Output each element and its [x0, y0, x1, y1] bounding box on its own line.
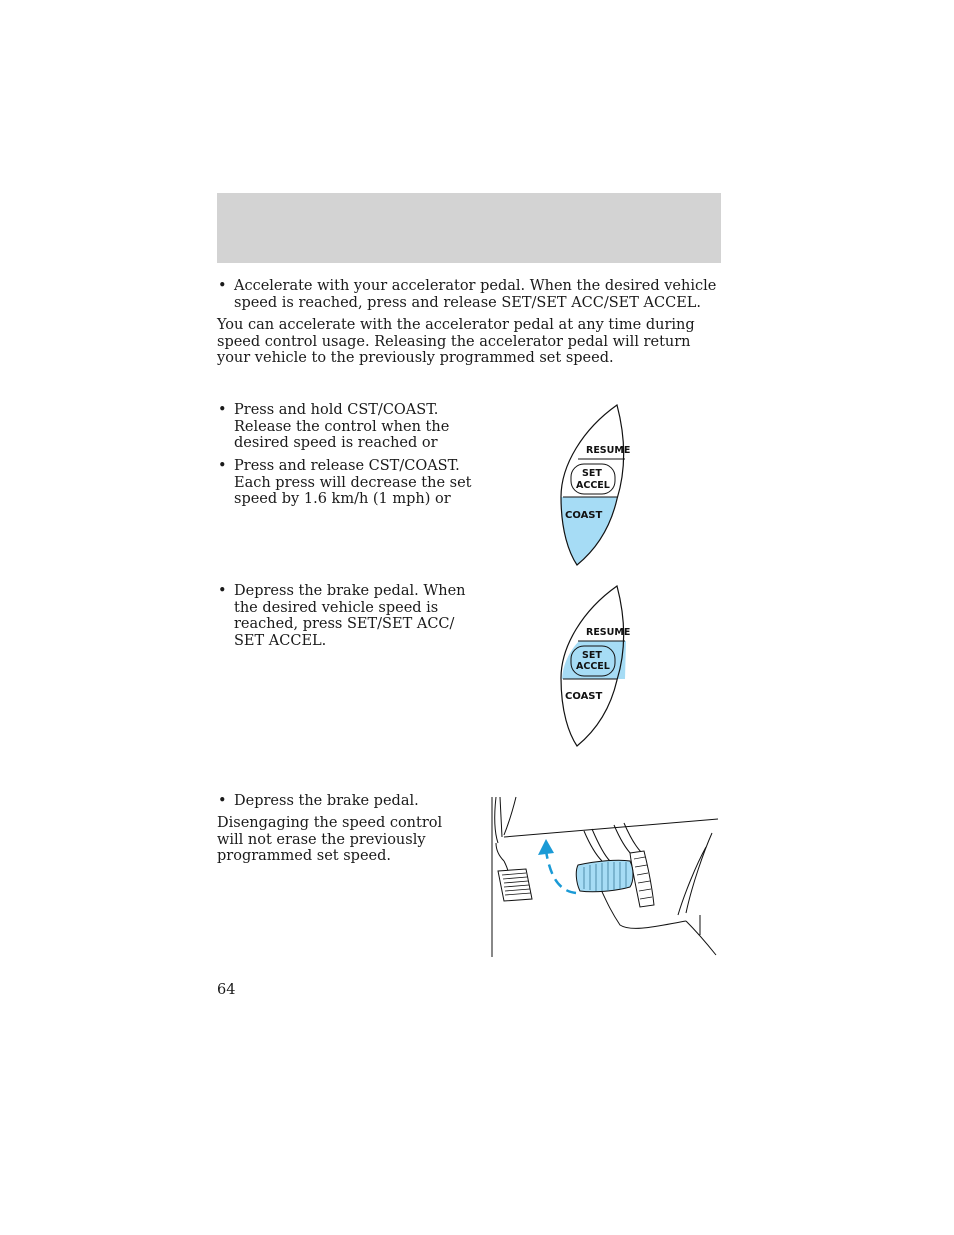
resume-label: RESUME [586, 445, 631, 456]
speed-control-coast-figure [555, 403, 635, 569]
coast-label: COAST [565, 691, 603, 702]
page-number: 64 [217, 982, 236, 998]
bullet-text: Accelerate with your accelerator pedal. When the desired vehicle speed is reached, press and release SET/SET ACC/SET ACCEL. [234, 278, 717, 311]
speed-control-set-figure [555, 584, 635, 750]
header-band [217, 193, 721, 263]
list-item [217, 278, 724, 311]
list-item [217, 583, 474, 649]
list-item [217, 458, 474, 508]
brake-pedal [576, 860, 633, 892]
coast-label: COAST [565, 510, 603, 521]
accel-label: ACCEL [576, 480, 610, 491]
coast-highlight [561, 497, 617, 565]
clutch-pedal [630, 851, 654, 907]
paragraph: Disengaging the speed control will not erase the previously programmed set speed. [217, 815, 443, 864]
bullet-text: Depress the brake pedal. When the desired vehicle speed is reached, press SET/SET ACC/ SET ACCEL. [234, 583, 466, 649]
resume-label: RESUME [586, 627, 631, 638]
bullet-text: Depress the brake pedal. [234, 793, 419, 809]
accelerator-pedal [498, 869, 532, 901]
bullet-text: Press and release CST/COAST. Each press will decrease the set speed by 1.6 km/h (1 mph) or [234, 458, 472, 507]
set-label: SET [582, 650, 602, 661]
accel-label: ACCEL [576, 661, 610, 672]
paragraph: You can accelerate with the accelerator pedal at any time during speed control usage. Releasing the accelerator pedal will return your vehicle to the previously programmed set speed. [217, 317, 695, 366]
arrow-head-icon [538, 839, 554, 855]
list-item [217, 793, 474, 810]
set-label: SET [582, 468, 602, 479]
bullet-text: Press and hold CST/COAST. Release the control when the desired speed is reached or [234, 402, 450, 451]
brake-pedal-figure [486, 795, 720, 960]
release-arrow [546, 851, 576, 893]
list-item [217, 402, 466, 452]
